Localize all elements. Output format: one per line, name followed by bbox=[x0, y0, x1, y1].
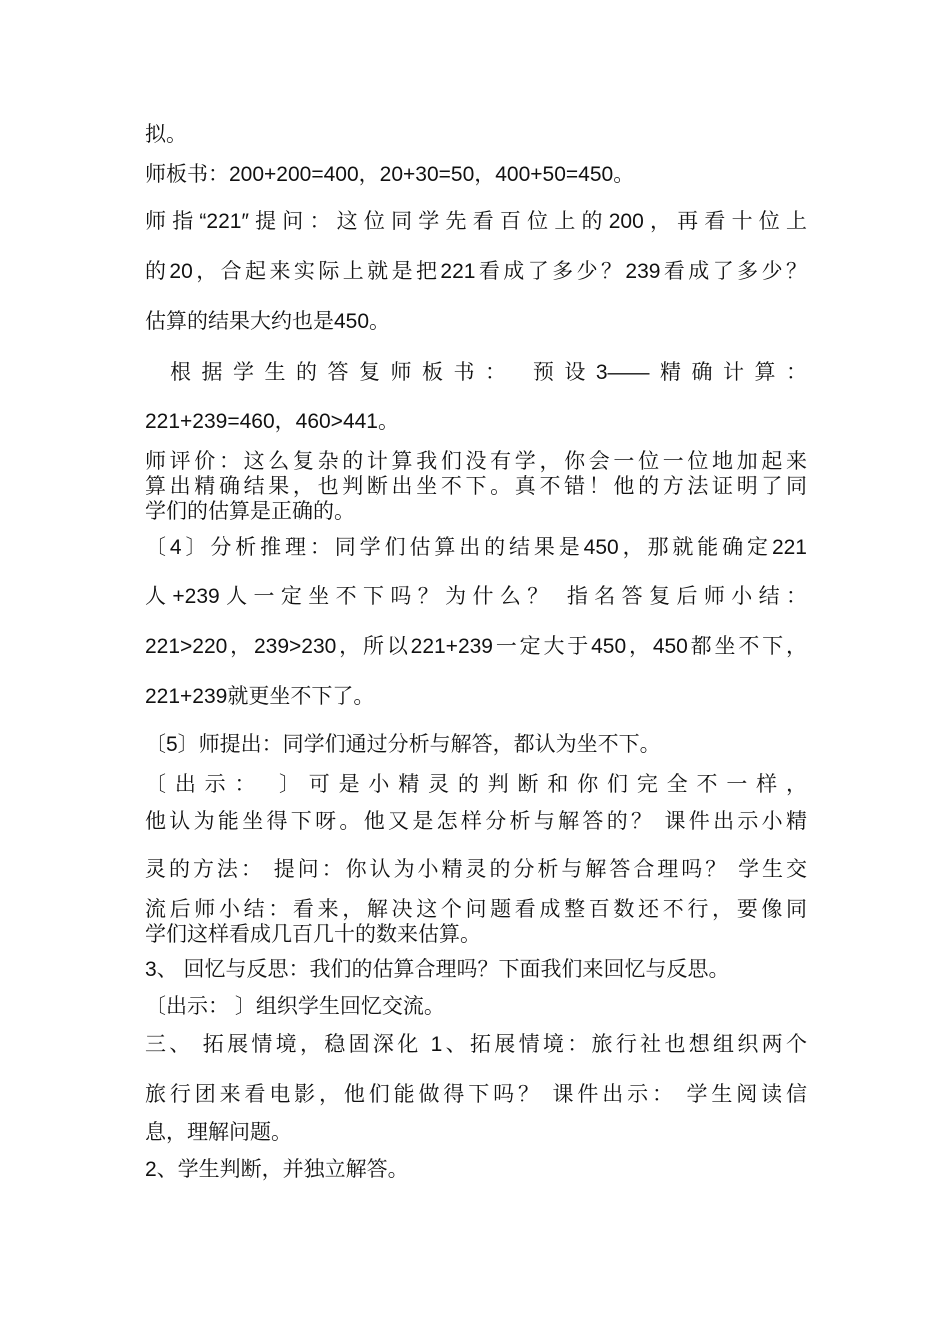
text-line: 221+239=460，460>441。 bbox=[145, 410, 399, 433]
text-line: 221+239就更坐不下了。 bbox=[145, 685, 375, 708]
text-line: 〔4〕分析推理：同学们估算出的结果是450，那就能确定221 bbox=[145, 536, 807, 559]
text-line: 学们这样看成几百几十的数来估算。 bbox=[145, 923, 481, 946]
text-line: 师评价：这么复杂的计算我们没有学，你会一位一位地加起来 bbox=[145, 450, 807, 473]
text-line: 估算的结果大约也是450。 bbox=[145, 310, 391, 333]
text-line: 师指“221″提问：这位同学先看百位上的200，再看十位上 bbox=[145, 210, 807, 233]
text-line: 算出精确结果，也判断出坐不下。真不错！他的方法证明了同 bbox=[145, 475, 807, 498]
text-line: 流后师小结：看来，解决这个问题看成整百数还不行，要像同 bbox=[145, 898, 807, 921]
text-line: 2、学生判断，并独立解答。 bbox=[145, 1158, 409, 1181]
text-line: 灵的方法： 提问：你认为小精灵的分析与解答合理吗？ 学生交 bbox=[145, 858, 807, 881]
text-line: 〔5〕师提出：同学们通过分析与解答，都认为坐不下。 bbox=[145, 733, 661, 756]
text-line: 息，理解问题。 bbox=[145, 1121, 292, 1144]
text-line: 拟。 bbox=[145, 123, 187, 146]
text-line: 师板书：200+200=400，20+30=50，400+50=450。 bbox=[145, 163, 635, 186]
text-line: 人+239人一定坐不下吗？为什么？ 指名答复后师小结： bbox=[145, 585, 807, 608]
text-line: 〔出示： 〕可是小精灵的判断和你们完全不一样， bbox=[145, 773, 807, 796]
text-line: 〔出示： 〕组织学生回忆交流。 bbox=[145, 995, 445, 1018]
text-line: 根据学生的答复师板书： 预设3——精确计算： bbox=[170, 361, 807, 384]
text-line: 旅行团来看电影，他们能做得下吗？ 课件出示： 学生阅读信 bbox=[145, 1083, 807, 1106]
text-line: 3、 回忆与反思：我们的估算合理吗？下面我们来回忆与反思。 bbox=[145, 958, 730, 981]
text-line: 的20，合起来实际上就是把221看成了多少？239看成了多少？ bbox=[145, 260, 807, 283]
text-line: 三、 拓展情境，稳固深化 1、拓展情境：旅行社也想组织两个 bbox=[145, 1033, 807, 1056]
text-line: 221>220，239>230，所以221+239一定大于450，450都坐不下， bbox=[145, 635, 807, 658]
text-line: 他认为能坐得下呀。他又是怎样分析与解答的？ 课件出示小精 bbox=[145, 810, 807, 833]
text-line: 学们的估算是正确的。 bbox=[145, 500, 355, 523]
